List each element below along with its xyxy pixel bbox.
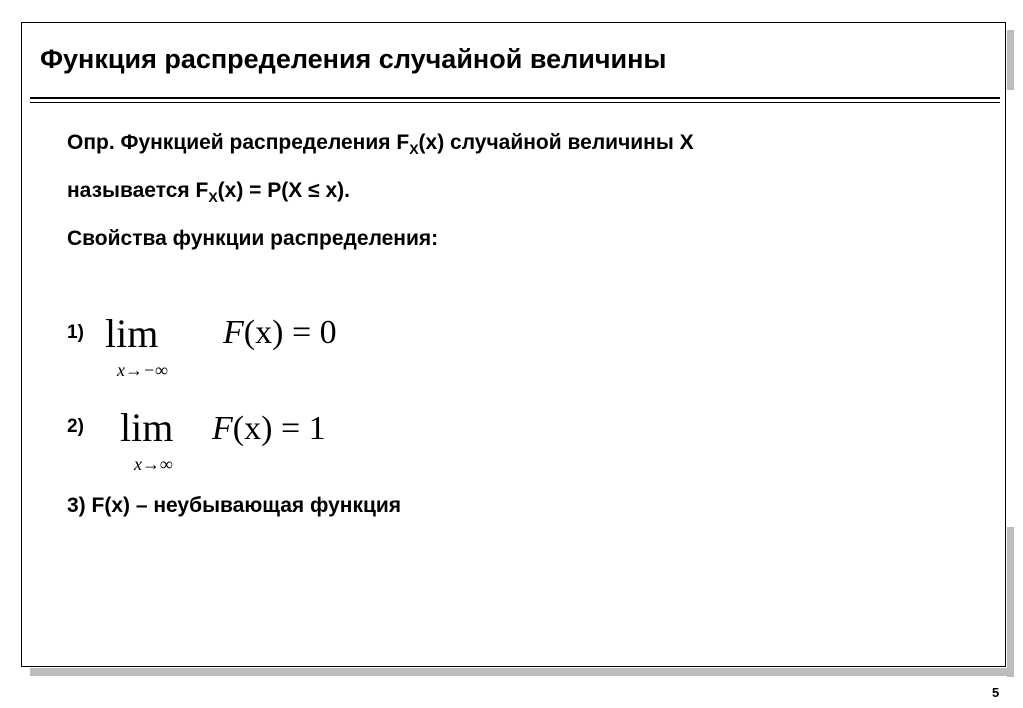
frame-shadow-right-top bbox=[1007, 30, 1014, 90]
title-rule-thin bbox=[30, 102, 1000, 103]
slide-title: Функция распределения случайной величины bbox=[40, 44, 667, 74]
property-2-formula bbox=[120, 404, 380, 474]
limit-operator: lim bbox=[120, 405, 174, 450]
property-1-number: 1) bbox=[67, 322, 84, 343]
property-3-text: 3) F(x) – неубывающая функция bbox=[67, 494, 402, 517]
property-2-number: 2) bbox=[67, 416, 84, 437]
formula-lhs: F(x) = 1 bbox=[212, 410, 326, 447]
definition-line-1: Опр. Функцией распределения $F_X(x)$ случайной величины X bbox=[67, 131, 694, 157]
limit-operator: lim bbox=[105, 311, 159, 356]
limit-subscript: x→∞ bbox=[134, 454, 173, 474]
properties-heading: Свойства функции распределения: bbox=[67, 227, 439, 250]
page-number: 5 bbox=[992, 685, 1000, 700]
title-rule-thick bbox=[30, 97, 1000, 99]
definition-line-2: называется $F_X(x) = P(X \le x)$. bbox=[67, 179, 350, 205]
frame-shadow-right-bottom bbox=[1007, 527, 1014, 677]
frame-shadow-bottom bbox=[30, 668, 1014, 676]
property-1-formula bbox=[105, 310, 425, 380]
limit-subscript: x→−∞ bbox=[117, 360, 168, 380]
formula-lhs: F(x) = 0 bbox=[223, 314, 337, 351]
